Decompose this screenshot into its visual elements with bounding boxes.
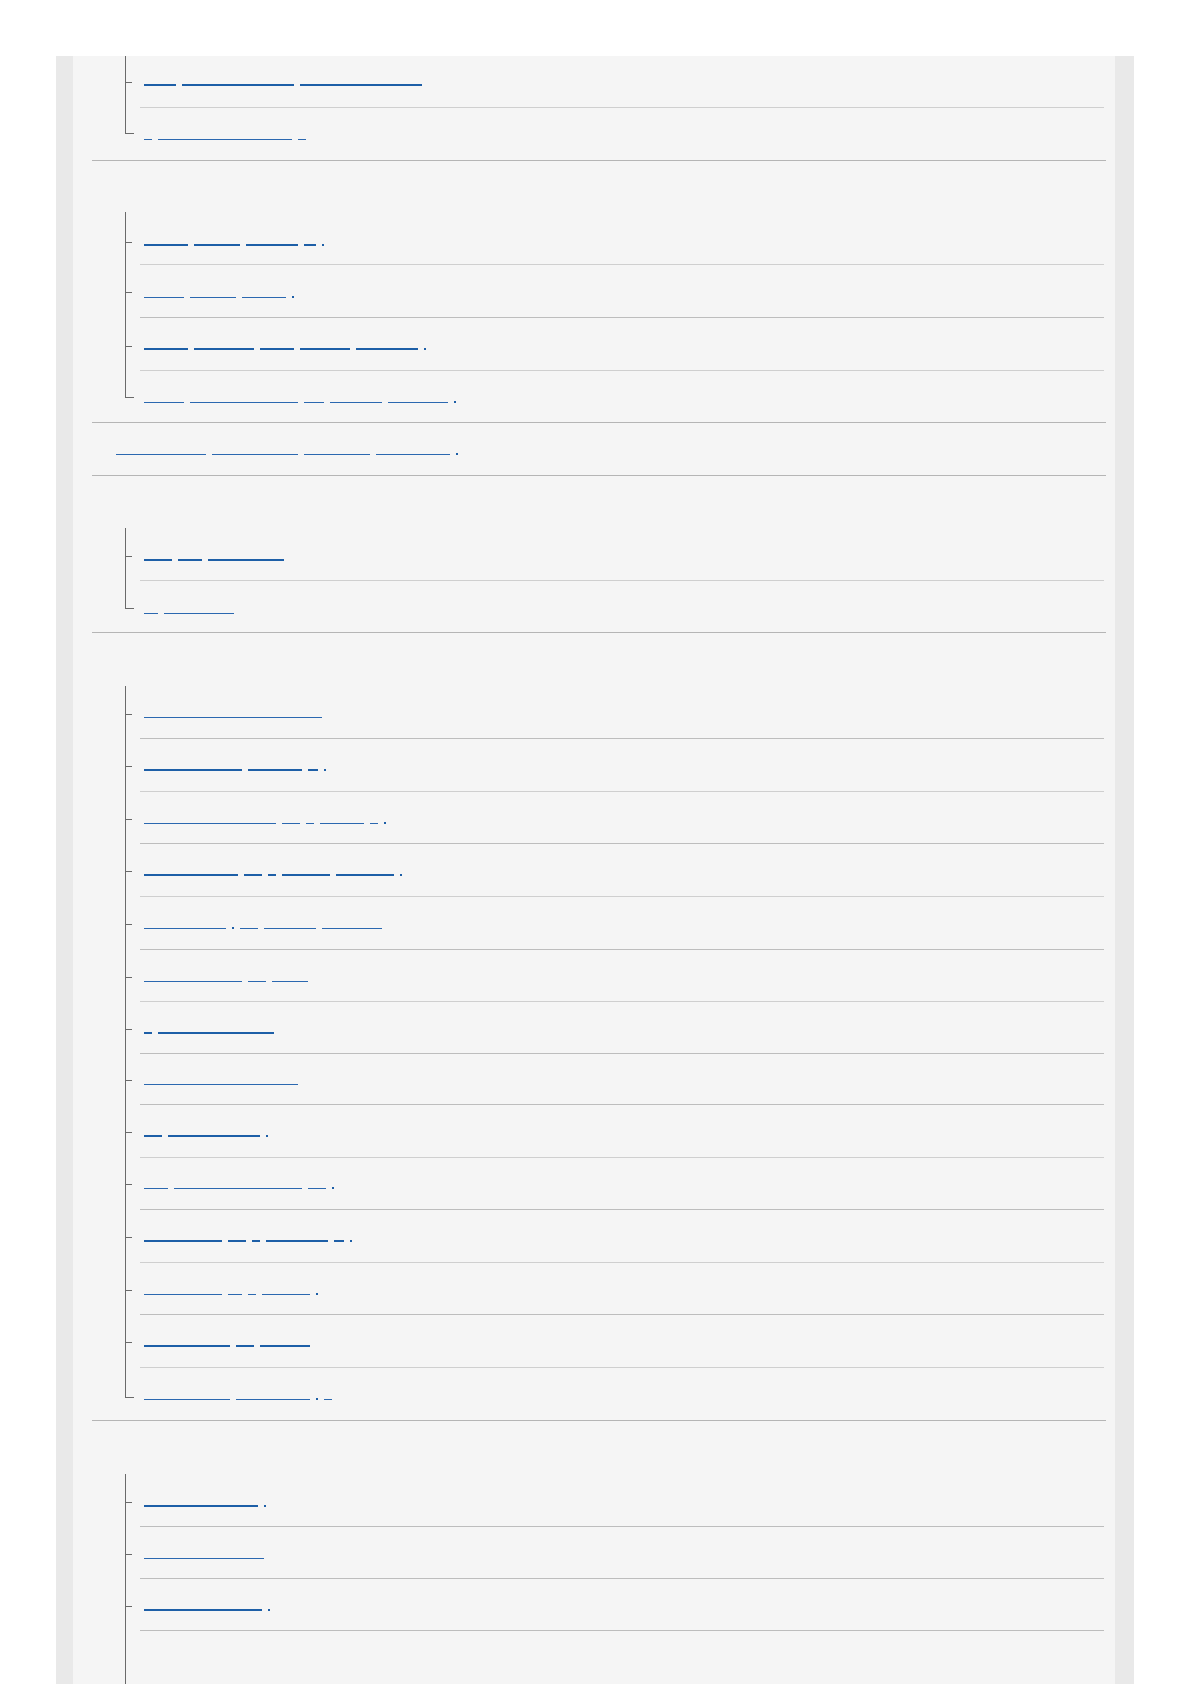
nav-link[interactable] [144,547,284,561]
row-divider [140,1053,1104,1054]
tree-connector [125,1474,126,1684]
tree-branch [125,1554,132,1555]
row-divider [140,1262,1104,1263]
nav-link[interactable] [144,810,386,824]
row-divider [140,791,1104,792]
row-divider [140,1630,1104,1631]
row-divider [140,1001,1104,1002]
row-divider [140,317,1104,318]
nav-link[interactable] [144,915,382,929]
nav-link[interactable] [144,1597,270,1611]
nav-link[interactable] [144,389,456,403]
nav-link[interactable] [144,284,294,298]
tree-branch [125,924,132,925]
row-divider [140,580,1104,581]
nav-link[interactable] [144,1493,266,1507]
tree-branch [125,556,132,557]
tree-branch [125,1606,132,1607]
tree-branch [125,819,132,820]
tree-branch [125,714,132,715]
nav-link[interactable] [144,1071,298,1085]
tree-connector [125,56,126,133]
tree-branch [125,1237,132,1238]
nav-link[interactable] [144,704,322,718]
tree-connector [125,212,126,397]
row-divider [140,1314,1104,1315]
nav-link[interactable] [144,232,324,246]
tree-branch [125,1342,132,1343]
nav-link[interactable] [144,1175,334,1189]
section-divider [92,422,1106,423]
nav-link[interactable] [144,1281,318,1295]
nav-link[interactable] [144,1545,264,1559]
tree-branch [125,1029,132,1030]
tree-branch-last [125,1397,134,1398]
tree-branch [125,766,132,767]
nav-link[interactable] [144,1228,352,1242]
nav-link[interactable] [144,1123,268,1137]
section-divider [92,632,1106,633]
nav-link[interactable] [144,600,234,614]
nav-link[interactable] [144,336,426,350]
nav-link-top-level[interactable] [116,441,458,455]
section-divider [92,475,1106,476]
tree-branch [125,292,132,293]
nav-link[interactable] [144,72,422,86]
tree-branch-last [125,397,134,398]
section-divider [92,160,1106,161]
tree-branch [125,1502,132,1503]
nav-link[interactable] [144,862,402,876]
tree-branch [125,82,132,83]
tree-branch [125,977,132,978]
tree-branch [125,346,132,347]
nav-link[interactable] [144,1020,274,1034]
row-divider [140,1209,1104,1210]
row-divider [140,738,1104,739]
row-divider [140,896,1104,897]
tree-branch [125,1080,132,1081]
nav-link[interactable] [144,1333,310,1347]
row-divider [140,1157,1104,1158]
row-divider [140,1367,1104,1368]
row-divider [140,1578,1104,1579]
nav-link[interactable] [144,757,326,771]
tree-branch-last [125,608,134,609]
row-divider [140,370,1104,371]
row-divider [140,1526,1104,1527]
row-divider [140,264,1104,265]
tree-connector [125,528,126,608]
tree-branch [125,1290,132,1291]
row-divider [140,843,1104,844]
row-divider [140,949,1104,950]
tree-branch-last [125,133,134,134]
nav-link[interactable] [144,1386,332,1400]
row-divider [140,1104,1104,1105]
section-divider [92,1420,1106,1421]
tree-branch [125,1184,132,1185]
tree-branch [125,1132,132,1133]
nav-link[interactable] [144,968,308,982]
tree-branch [125,242,132,243]
nav-link[interactable] [144,126,306,140]
tree-branch [125,871,132,872]
row-divider [140,107,1104,108]
